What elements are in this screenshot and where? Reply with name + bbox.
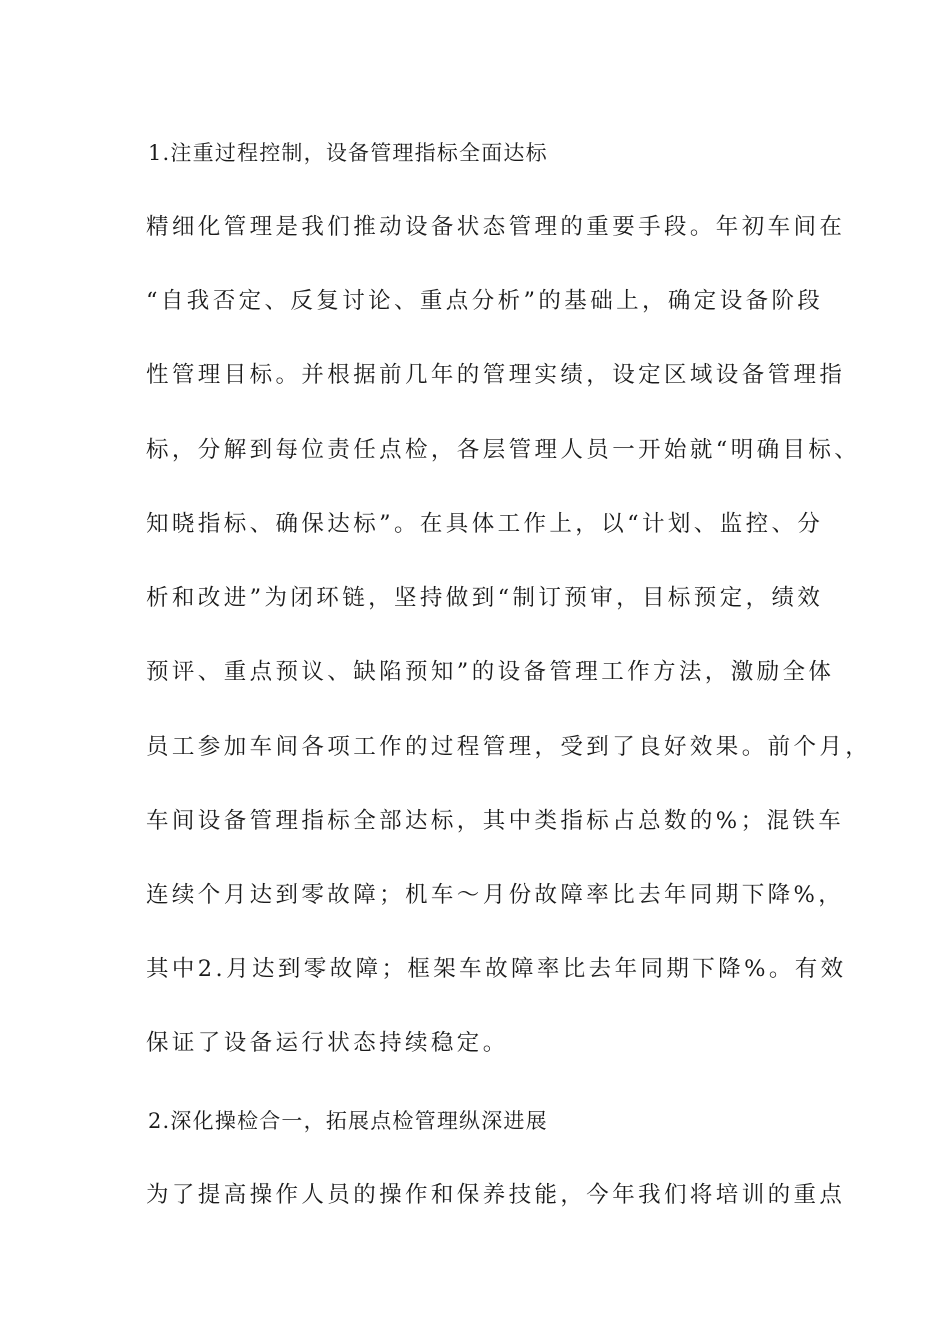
paragraph-line: 性管理目标。并根据前几年的管理实绩，设定区域设备管理指	[146, 362, 846, 388]
paragraph-line: 保证了设备运行状态持续稳定。	[146, 1030, 509, 1056]
paragraph-line: 车间设备管理指标全部达标，其中类指标占总数的%；混铁车	[146, 808, 845, 834]
section-heading-1: 1.注重过程控制，设备管理指标全面达标	[148, 141, 548, 165]
paragraph-line: 精细化管理是我们推动设备状态管理的重要手段。年初车间在	[146, 214, 846, 240]
paragraph-line: 其中2.月达到零故障；框架车故障率比去年同期下降%。有效	[146, 956, 847, 982]
paragraph-line: 为了提高操作人员的操作和保养技能，今年我们将培训的重点	[146, 1182, 846, 1208]
paragraph-line: 析和改进”为闭环链，坚持做到“制订预审，目标预定，绩效	[146, 585, 824, 611]
paragraph-line: 连续个月达到零故障；机车～月份故障率比去年同期下降%，	[146, 882, 845, 908]
paragraph-line: “自我否定、反复讨论、重点分析”的基础上，确定设备阶段	[146, 288, 824, 314]
paragraph-line: 知晓指标、确保达标”。在具体工作上，以“计划、监控、分	[146, 511, 824, 537]
paragraph-line: 标，分解到每位责任点检，各层管理人员一开始就“明确目标、	[146, 437, 861, 463]
paragraph-line: 预评、重点预议、缺陷预知”的设备管理工作方法，激励全体	[146, 659, 835, 685]
paragraph-line: 员工参加车间各项工作的过程管理，受到了良好效果。前个月，	[146, 734, 872, 760]
section-heading-2: 2.深化操检合一，拓展点检管理纵深进展	[148, 1109, 548, 1133]
